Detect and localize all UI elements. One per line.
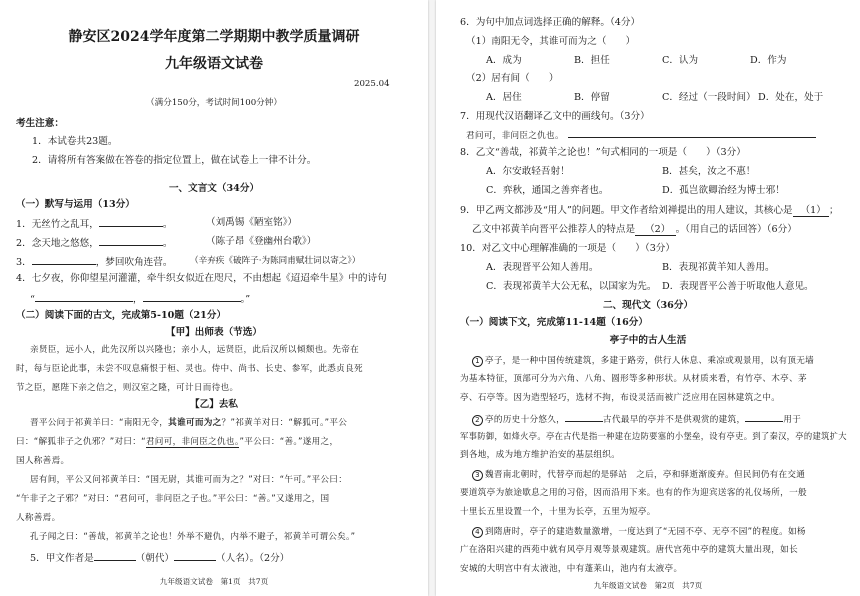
answer-blank[interactable] xyxy=(35,293,133,302)
paragraph-line: 安城的大明宫中有太液池，中有蓬莱山，池内有太液亭。 xyxy=(460,564,683,574)
paragraph-text: 亭子，是一种中国传统建筑，多建于路旁，供行人休息、乘凉或观景用，以有顶无墙 xyxy=(485,356,815,366)
passage-line xyxy=(16,438,338,447)
option-a[interactable]: A．尔安敢轻吾射！ xyxy=(486,166,570,177)
source-note: （辛弃疾《破阵子·为陈同甫赋壮词以寄之》） xyxy=(190,256,361,266)
paragraph-line: 亭、石亭等。因为造型轻巧，选材不拘，布设灵活而被广泛应用在园林建筑之中。 xyxy=(460,393,781,403)
question-text: 5．甲文作者是 xyxy=(30,553,94,564)
question-10-title: 10．对乙文中心理解准确的一项是（ ）（3分） xyxy=(460,243,675,254)
page-footer: 九年级语文试卷 第1页 共7页 xyxy=(159,577,269,586)
passage-line: 亲贤臣，远小人，此先汉所以兴隆也；亲小人，远贤臣，此后汉所以倾颓也。先帝在 xyxy=(30,345,360,355)
question-6-item-1: （1）南阳无令，其谁可而为之（ ） xyxy=(466,36,636,47)
answer-blank[interactable] xyxy=(745,413,783,422)
passage-title-jia: 【甲】出师表（节选） xyxy=(166,327,262,338)
paragraph-line: 到各地，成为地方维护治安的基层组织。 xyxy=(460,450,621,460)
passage-title-yi: 【乙】去私 xyxy=(190,399,238,410)
translate-sentence: 君问可，非问臣之仇也。 xyxy=(466,131,564,141)
option-b[interactable]: B．甚矣，汝之不惠！ xyxy=(662,166,756,177)
passage-line: 时，每与臣论此事，未尝不叹息痛恨于桓、灵也。侍中、尚书、长史、参军，此悉贞良死 xyxy=(16,364,363,374)
underlined-sentence: 君问可，非问臣之仇也。 xyxy=(145,437,240,447)
paragraph-number: 3 xyxy=(472,470,483,481)
paragraph-line xyxy=(472,356,814,367)
exam-date: 2025.04 xyxy=(354,79,390,89)
question-6-title: 6．为句中加点词选择正确的解释。（4分） xyxy=(460,17,641,28)
option-a[interactable]: A．成为 xyxy=(486,55,522,66)
question-9-line-1 xyxy=(460,206,839,216)
question-text: 乙文中祁黄羊向晋平公推荐人的特点是 xyxy=(472,224,636,235)
answer-blank[interactable] xyxy=(565,413,603,422)
question-8-title: 8．乙文“善哉，祁黄羊之论也！”句式相同的一项是（ ）（3分） xyxy=(460,147,746,158)
answer-blank[interactable] xyxy=(94,552,136,561)
answer-blank[interactable] xyxy=(99,237,163,246)
paragraph-line: 军事防御，如烽火亭。亭在古代是指一种建在边防要塞的小堡垒，设有亭吏。到了秦汉，亭的建筑扩大 xyxy=(460,431,847,441)
passage-text: ？”祁黄羊对曰：“解狐可。”平公 xyxy=(221,418,348,428)
question-3 xyxy=(16,256,172,268)
answer-blank[interactable] xyxy=(99,218,163,227)
notice-item: 2．请将所有答案做在答卷的指定位置上，做在试卷上一律不计分。 xyxy=(32,155,317,166)
source-note: （陈子昂《登幽州台歌》） xyxy=(206,236,317,247)
paragraph-number: 4 xyxy=(472,527,483,538)
passage-text: 曰：“解狐非子之仇邪？”对曰：“ xyxy=(16,437,146,447)
question-text: ； xyxy=(829,205,839,216)
question-6-item-2: （2）居有间（ ） xyxy=(466,73,559,84)
notice-item: 1．本试卷共23题。 xyxy=(32,136,118,147)
paragraph-number: 2 xyxy=(472,415,483,426)
exam-subtitle: 九年级语文试卷 xyxy=(165,56,263,72)
option-b[interactable]: B．担任 xyxy=(574,55,610,66)
part-title: （二）阅读下面的古文，完成第5-10题（21分） xyxy=(16,310,227,321)
question-text: 。（用自己的话回答）（6分） xyxy=(675,224,797,235)
question-5 xyxy=(30,552,289,564)
paragraph-text: 魏晋南北朝时，代替亭而起的是驿站 之后，亭和驿逝渐废弃。但民间仍有在交通 xyxy=(485,470,806,480)
question-9-line-2 xyxy=(472,225,797,235)
question-text: 2．念天地之悠悠， xyxy=(16,238,99,249)
exam-title: 静安区2024学年度第二学期期中教学质量调研 xyxy=(68,29,360,45)
question-text: （人名）。（2分） xyxy=(216,553,290,564)
paragraph-line: 广在洛阳兴建的西苑中就有风亭月观等景观建筑。唐代宫苑中亭的建筑大量出现，如长 xyxy=(460,545,798,555)
answer-slot-2[interactable]: （2） xyxy=(635,224,676,236)
passage-line: 居有间，平公又问祁黄羊曰：“国无尉，其谁可而为之？”对曰：“午可。”平公曰： xyxy=(30,475,348,485)
notice-title: 考生注意： xyxy=(16,118,64,129)
answer-blank[interactable] xyxy=(143,293,241,302)
passage-text: 晋平公问于祁黄羊曰：“南阳无令， xyxy=(30,418,169,428)
passage-line: 国人称善焉。 xyxy=(16,456,70,466)
paragraph-line: 十里长五里设置一个，十里为长亭，五里为短亭。 xyxy=(460,507,656,517)
article-title: 亭子中的古人生活 xyxy=(609,335,687,346)
part-title: （一）阅读下文，完成第11-14题（16分） xyxy=(460,317,648,328)
exam-page-1 xyxy=(0,0,428,596)
paragraph-text: 亭的历史十分悠久， xyxy=(485,415,566,425)
answer-blank[interactable] xyxy=(32,256,96,265)
passage-line xyxy=(30,419,347,428)
option-c[interactable]: C．认为 xyxy=(662,55,699,66)
question-4-blank-line: “ ， 。” xyxy=(30,294,251,305)
option-c[interactable]: C．弈秋，通国之善弈者也。 xyxy=(486,185,609,196)
question-text: ，梦回吹角连营。 xyxy=(95,257,173,268)
paragraph-line xyxy=(472,470,805,481)
option-a[interactable]: A．表现晋平公知人善用。 xyxy=(486,262,599,273)
question-1: 1．无丝竹之乱耳， 。 xyxy=(16,219,173,230)
option-b[interactable]: B．表现祁黄羊知人善用。 xyxy=(662,262,775,273)
answer-slot-1[interactable]: （1） xyxy=(793,205,830,217)
question-4: 4．七夕夜，你仰望星河灌灌，牵牛织女似近在咫尺，不由想起《迢迢牵牛星》中的诗句 xyxy=(16,273,387,284)
passage-line: “午非子之子邪？”对曰：“君问可，非问臣之子也。”平公曰：“善。”又遂用之，国 xyxy=(16,494,330,504)
option-c[interactable]: C．经过（一段时间） xyxy=(662,92,756,103)
option-d[interactable]: D．孤岂欲卿治经为博士邪！ xyxy=(662,185,785,196)
paragraph-line: 为基本特征，顶部可分为六角、八角、圆形等多种形状。从材质来看，有竹亭、木亭、茅 xyxy=(460,374,807,384)
page-footer: 九年级语文试卷 第2页 共7页 xyxy=(593,581,703,590)
source-note: （刘禹锡《陋室铭》） xyxy=(206,217,298,228)
paragraph-line: 要道筑亭为旅途歇息之用的习俗，因而沿用下来。也有的作为迎宾送客的礼仪场所，一般 xyxy=(460,488,807,498)
paragraph-line xyxy=(472,527,806,538)
score-note: （满分150分，考试时间100分钟） xyxy=(146,98,282,108)
option-a[interactable]: A．居住 xyxy=(486,92,522,103)
option-d[interactable]: D．表现晋平公善于听取他人意见。 xyxy=(662,281,814,292)
passage-line: 孔子闻之曰：“善哉，祁黄羊之论也！外举不避仇，内举不避子，祁黄羊可谓公矣。” xyxy=(30,532,356,542)
section-title: 二、现代文（36分） xyxy=(602,300,694,311)
part-title: （一）默写与运用（13分） xyxy=(16,199,135,210)
answer-blank[interactable] xyxy=(174,552,216,561)
question-text: 1．无丝竹之乱耳， xyxy=(16,219,99,230)
section-title: 一、文言文（34分） xyxy=(168,183,260,194)
dotted-phrase: 其谁可而为之 xyxy=(168,418,222,428)
paragraph-line xyxy=(472,413,801,426)
exam-page-2 xyxy=(436,0,860,596)
option-d[interactable]: D．作为 xyxy=(750,55,787,66)
quote-open: “ xyxy=(30,294,35,305)
option-c[interactable]: C．表现祁黄羊大公无私，以国家为先。 xyxy=(486,281,657,292)
passage-line: 节之臣，愿陛下亲之信之，则汉室之隆，可计日而待也。 xyxy=(16,383,239,393)
option-d[interactable]: D．处在，处于 xyxy=(758,92,824,103)
question-text: 3． xyxy=(16,257,32,268)
question-7-line xyxy=(466,129,816,141)
passage-line: 人称善焉。 xyxy=(16,513,61,523)
option-b[interactable]: B．停留 xyxy=(574,92,610,103)
answer-blank[interactable] xyxy=(568,129,816,138)
question-2: 2．念天地之悠悠， 。 xyxy=(16,238,173,249)
quote-close: 。” xyxy=(240,294,251,305)
question-7-title: 7．用现代汉语翻译乙文中的画线句。（3分） xyxy=(460,111,650,122)
paragraph-text: 用于 xyxy=(783,415,802,425)
paragraph-text: 古代最早的亭并不是供观赏的建筑， xyxy=(603,415,746,425)
paragraph-text: 到隋唐时，亭子的建造数量激增，一度达到了“无园不亭、无亭不园”的程度。如杨 xyxy=(485,527,806,537)
passage-text: ”平公曰：“善。”遂用之， xyxy=(239,437,339,447)
question-text: 9．甲乙两文都涉及“用人”的问题。甲文作者给刘禅提出的用人建议，其核心是 xyxy=(460,205,793,216)
question-text: （朝代） xyxy=(135,553,175,564)
paragraph-number: 1 xyxy=(472,356,483,367)
